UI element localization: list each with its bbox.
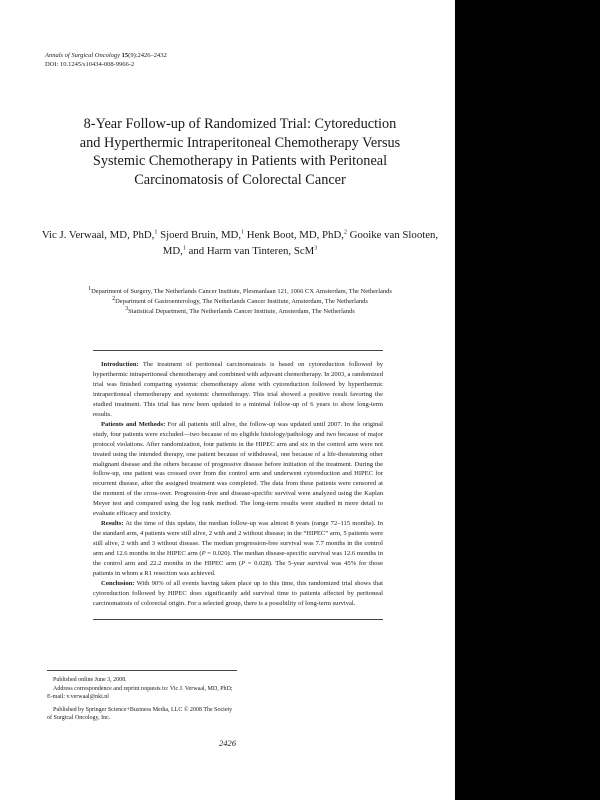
footnote-published: Published online June 3, 2008. — [53, 677, 127, 683]
author-name: MD, — [162, 244, 183, 257]
author-name: Henk Boot, MD, PhD, — [246, 229, 344, 241]
affiliation — [40, 307, 440, 317]
abstract-text: The treatment of peritoneal carcinomatosis is based on cytoreduction followed by hyperthermic intraperitoneal chemotherapy and combined with adjuvant chemotherapy. In 2003, a randomized trial was finished comparing systemic chemotherapy alone with cytoreduction followed by hyperthermic intraperitoneal chemotherapy and systemic chemotherapy. This trial showed a positive result favoring the studied treatment. This trial has now been updated to a minimal follow-up of 6 years to show long-term results. — [93, 361, 383, 418]
abstract-results — [93, 519, 383, 579]
page-number: 2426 — [219, 738, 236, 748]
author-name: Sjoerd Bruin, MD, — [160, 229, 242, 241]
abstract-text: = 0.020). The median disease-specific survival was 12.6 months in the control arm and 22.2 months in the HIPEC arm ( — [93, 550, 383, 568]
author-name: Gooike van Slooten, — [349, 229, 439, 241]
author-list — [40, 228, 440, 259]
footnote-correspondence: Address correspondence and reprint requests to: Vic J. Verwaal, MD, PhD; E-mail: v.verwaal@nki.nl — [47, 685, 233, 701]
affiliation-number: 2 — [112, 295, 116, 302]
abstract-methods — [93, 420, 383, 520]
author-affil-mark: 1 — [182, 244, 186, 251]
affiliation — [40, 297, 440, 307]
abstract-conclusion — [93, 579, 383, 609]
title-line: 8-Year Follow-up of Randomized Trial: Cytoreduction — [83, 116, 397, 132]
affiliation — [40, 287, 440, 297]
author-affil-mark: 3 — [314, 244, 318, 251]
article-title — [40, 115, 440, 189]
title-line: Carcinomatosis of Colorectal Cancer — [134, 171, 346, 188]
journal-header — [45, 52, 167, 69]
journal-issue-pages: (9):2426–2432 — [128, 52, 167, 59]
author-affil-mark: 1 — [154, 229, 158, 236]
author-affil-mark: 2 — [343, 229, 347, 236]
author-name: Vic J. Verwaal, MD, PhD, — [41, 229, 155, 241]
footnote — [47, 670, 237, 723]
journal-name: Annals of Surgical Oncology — [45, 52, 121, 59]
abstract-heading: Results: — [101, 520, 124, 528]
footnote-copyright: Published by Springer Science+Business Media, LLC © 2008 The Society of Surgical Oncology, Inc. — [47, 706, 233, 722]
author-name: Harm van Tinteren, ScM — [206, 244, 315, 257]
journal-doi: DOI: 10.1245/s10434-008-9966-2 — [45, 60, 135, 68]
title-line: Systemic Chemotherapy in Patients with Peritoneal — [92, 153, 388, 169]
p-value-symbol: P — [241, 560, 246, 568]
abstract-box — [93, 350, 383, 620]
abstract-text: For all patients still alive, the follow-up was updated until 2007. In the original study, four patients were excluded—two because of no eligible histology/pathology and two because of major protocol violations. After randomization, four patients in the HIPEC arm and six in the control arm were not treated using the intended therapy, one patient because of withdrawal, one because of a life-threatening other malignant disease and the others because of progressive disease before initiation of the treatment. During the follow-up, one patient was crossed over from the control arm and underwent cytoreduction and HIPEC for recurrent disease, after the assigned treatment was completed. The data from these patients were censored at the moment of the cross-over. Progression-free and disease-specific survival were analyzed using the Kaplan Meyer test and compared using the log rank method. The long-term results were studied in more detail to evaluate efficacy and toxicity. — [93, 420, 383, 518]
affiliation-list — [40, 287, 440, 317]
p-value-symbol: P — [201, 550, 206, 558]
affiliation-text: Department of Surgery, The Netherlands Cancer Institute, Plesmanlaan 121, 1066 CX Amsterdam, The Netherlands — [91, 288, 392, 295]
abstract-text: With 90% of all events having taken place up to this time, this randomized trial shows that cytoreduction followed by HIPEC does significantly add survival time to patients affected by peritoneal carcinomatosis of colorectal origin. For a selected group, there is a possibility of long-term survival. — [93, 579, 383, 607]
abstract-heading: Patients and Methods: — [101, 420, 166, 428]
abstract-heading: Conclusion: — [101, 579, 135, 587]
abstract-heading: Introduction: — [101, 361, 139, 368]
affiliation-text: Statistical Department, The Netherlands Cancer Institute, Amsterdam, The Netherlands — [128, 308, 355, 315]
affiliation-text: Department of Gastroenterology, The Netherlands Cancer Institute, Amsterdam, The Netherlands — [115, 298, 368, 305]
abstract-text: At the time of this update, the median follow-up was almost 8 years (range 72–115 months). In the standard arm, 4 patients were still alive, 2 with and 2 without disease; in the “HIPEC” arm, 5 patients were still alive, 2 with and 3 without disease. The median progression-free survival was 7.7 months in the control arm and 12.6 months in the HIPEC arm ( — [93, 520, 383, 558]
abstract-text: = 0.028). The 5-year survival was 45% for those patients in whom a R1 resection was achieved. — [93, 560, 383, 578]
viewer-background — [455, 0, 600, 800]
journal-volume: 15 — [121, 52, 129, 59]
title-line: and Hyperthermic Intraperitoneal Chemotherapy Versus — [79, 134, 401, 151]
author-connector: and — [188, 244, 205, 257]
affiliation-number: 3 — [125, 305, 129, 312]
abstract-introduction — [93, 360, 383, 420]
author-affil-mark: 1 — [241, 229, 245, 236]
affiliation-number: 1 — [88, 285, 92, 292]
